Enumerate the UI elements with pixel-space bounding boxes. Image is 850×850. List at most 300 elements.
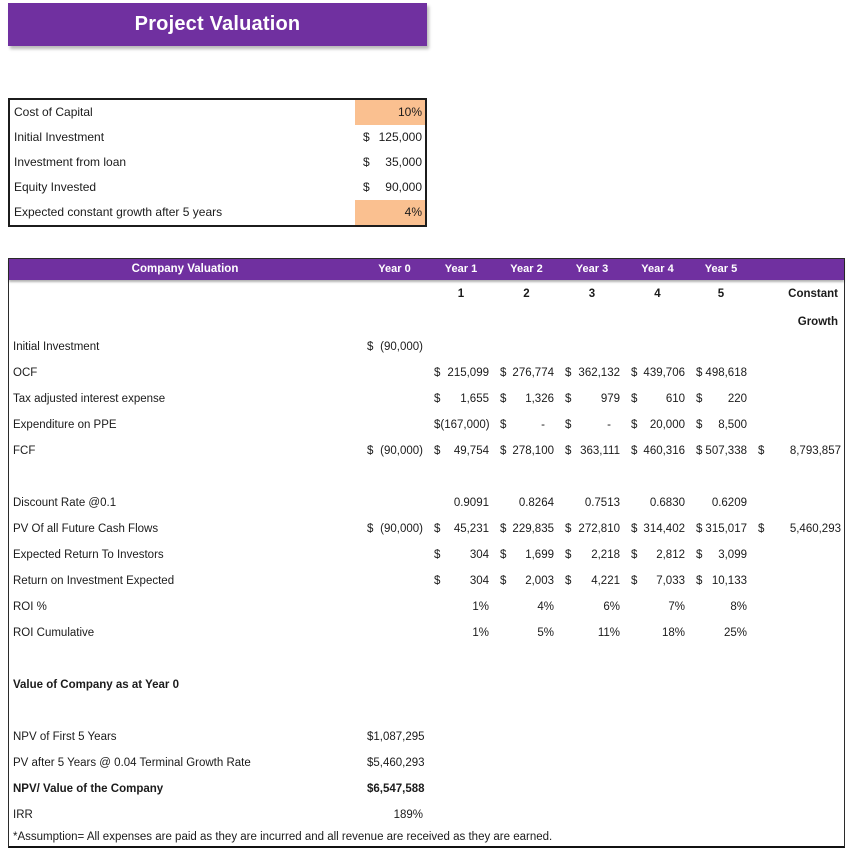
cell-year3 [559,412,625,438]
cell-constant-growth [752,412,844,438]
cell-year5 [690,802,752,828]
row-label: PV Of all Future Cash Flows [13,523,159,535]
cell-constant-growth [752,464,844,490]
table-row [9,438,844,464]
row-label: Tax adjusted interest expense [13,393,166,405]
cell-year2 [494,412,559,438]
cell-constant-growth [752,594,844,620]
cell-value: (90,000) [380,445,423,457]
currency-symbol: $ [434,445,441,457]
cell-year2 [494,568,559,594]
table-row [9,620,844,646]
assumption-label: Investment from loan [14,155,127,169]
cell-year3 [559,776,625,802]
cell-year5 [690,412,752,438]
currency-symbol: $ [631,549,638,561]
assumption-value: 10% [397,105,422,119]
cell-value: 0.7513 [584,497,620,509]
assumption-value: 90,000 [385,180,422,194]
cell-value: 2,218 [591,549,620,561]
cell-year2 [494,646,559,672]
assumption-label: Expected constant growth after 5 years [14,205,223,219]
cell-year1 [428,438,494,464]
cell-value: 5% [537,627,554,639]
cell-year4 [625,516,690,542]
page-title: Project Valuation [8,3,427,46]
row-label: NPV/ Value of the Company [13,783,164,795]
row-label: Initial Investment [13,341,100,353]
cell-year5 [690,724,752,750]
currency-symbol: $ [565,575,572,587]
cell-constant-growth [752,386,844,412]
table-row [9,750,844,776]
table-row [9,464,844,490]
assumption-row [10,175,425,200]
cell-year4 [625,308,690,334]
col-header-year4: Year 4 [641,263,674,275]
currency-symbol: $ [631,445,638,457]
assumption-value: 4% [404,205,422,219]
currency-symbol: $ [500,393,507,405]
currency-symbol: $ [565,549,572,561]
cell-value: 8,793,857 [789,445,841,457]
subheader-period-3: 3 [588,288,596,300]
currency-symbol: $ [696,393,703,405]
cell-year5 [690,620,752,646]
cell-value: 1,087,295 [373,731,425,743]
assumption-row [10,150,425,175]
cell-value: - [607,419,611,431]
row-label: NPV of First 5 Years [13,731,117,743]
assumption-row [10,100,425,125]
cell-year4 [625,646,690,672]
cell-year3 [559,698,625,724]
currency-symbol: $ [367,445,374,457]
cell-value: (90,000) [380,523,423,535]
cell-year2 [494,360,559,386]
cell-year5 [690,438,752,464]
cell-year4 [625,386,690,412]
cell-year2 [494,776,559,802]
cell-year2 [494,620,559,646]
currency-symbol: $ [758,523,765,535]
currency-symbol: $ [758,445,765,457]
valuation-table-subheader-row [9,280,844,328]
assumption-input-cell[interactable] [355,100,425,125]
cell-year5 [690,776,752,802]
currency-symbol: $ [696,367,703,379]
cell-year3 [559,724,625,750]
currency-symbol: $ [696,419,703,431]
cell-year5 [690,698,752,724]
cell-year2 [494,698,559,724]
cell-year4 [625,594,690,620]
cell-value: 0.8264 [518,497,554,509]
cell-constant-growth [752,438,844,464]
cell-constant-growth [752,672,844,698]
cell-value: 45,231 [453,523,489,535]
cell-constant-growth [752,724,844,750]
table-row [9,724,844,750]
cell-value: 2,003 [525,575,554,587]
assumption-value: 35,000 [385,155,422,169]
cell-year0 [361,360,428,386]
currency-symbol: $ [367,731,374,743]
cell-year1 [428,646,494,672]
cell-value: 8,500 [718,419,747,431]
cell-year4 [625,620,690,646]
cell-value: 0.6209 [711,497,747,509]
cell-year2 [494,490,559,516]
cell-value: 314,402 [643,523,685,535]
cell-value: 304 [469,549,489,561]
table-row [9,490,844,516]
col-header-year1: Year 1 [444,263,478,275]
cell-value: 610 [665,393,685,405]
assumption-value: 125,000 [378,130,422,144]
cell-value: 229,835 [512,523,554,535]
cell-year5 [690,334,752,360]
cell-value: 189% [393,809,423,821]
cell-year0 [361,724,428,750]
table-row [9,802,844,828]
subheader-spacer [9,280,361,308]
currency-symbol: $ [500,419,507,431]
cell-value: 0.6830 [649,497,685,509]
cell-year1 [428,672,494,698]
currency-symbol: $ [500,523,507,535]
cell-year1 [428,620,494,646]
table-row [9,516,844,542]
table-row [9,568,844,594]
cell-value: 7,033 [656,575,685,587]
table-row [9,360,844,386]
cell-value: 460,316 [643,445,685,457]
cell-year1 [428,334,494,360]
cell-year2 [494,724,559,750]
cell-year2 [494,386,559,412]
table-row [9,412,844,438]
cell-constant-growth [752,334,844,360]
cell-year1 [428,724,494,750]
row-label: Expenditure on PPE [13,419,117,431]
table-row [9,776,844,802]
cell-year0 [361,802,428,828]
cell-value: 439,706 [643,367,685,379]
cell-year3 [559,646,625,672]
cell-year0 [361,308,428,334]
table-row [9,334,844,360]
cell-constant-growth [752,360,844,386]
cell-year3 [559,490,625,516]
row-label: OCF [13,367,38,379]
currency-symbol: $ [434,549,441,561]
assumption-row [10,200,425,225]
cell-value: 49,754 [453,445,489,457]
row-label: ROI Cumulative [13,627,95,639]
cell-constant-growth [752,490,844,516]
cell-year0 [361,568,428,594]
cell-year5 [690,308,752,334]
table-row [9,672,844,698]
cell-year4 [625,776,690,802]
row-label: PV after 5 Years @ 0.04 Terminal Growth Rate [13,757,251,769]
table-row [9,646,844,672]
cell-year2 [494,802,559,828]
cell-value: 18% [661,627,685,639]
assumption-label: Initial Investment [14,130,105,144]
cell-year5 [690,568,752,594]
assumption-label: Equity Invested [14,180,97,194]
cell-year4 [625,438,690,464]
cell-constant-growth [752,646,844,672]
cell-year5 [690,672,752,698]
cell-year4 [625,412,690,438]
row-label: ROI % [13,601,47,613]
cell-year3 [559,516,625,542]
table-title: Company Valuation [131,263,239,275]
currency-symbol: $ [367,341,374,353]
col-header-constant-growth: Constant Growth [788,288,838,328]
cell-year1 [428,594,494,620]
cell-year3 [559,802,625,828]
cell-year0 [361,594,428,620]
cell-year1 [428,698,494,724]
cell-year1 [428,516,494,542]
cell-year1 [428,308,494,334]
cell-value: 2,812 [656,549,685,561]
cell-value: 979 [600,393,620,405]
cell-year5 [690,464,752,490]
cell-value: 272,810 [578,523,620,535]
table-row [9,594,844,620]
cell-year2 [494,334,559,360]
row-label: IRR [13,809,33,821]
cell-value: 1,699 [525,549,554,561]
cell-value: 7% [668,601,685,613]
cell-year4 [625,490,690,516]
cell-year1 [428,490,494,516]
table-row [9,308,844,334]
currency-symbol: $ [631,523,638,535]
cell-constant-growth [752,802,844,828]
row-label: Expected Return To Investors [13,549,164,561]
currency-symbol: $ [565,419,572,431]
cell-year5 [690,750,752,776]
cell-value: 5,460,293 [373,757,425,769]
cell-year5 [690,386,752,412]
cell-year0 [361,334,428,360]
cell-constant-growth [752,750,844,776]
cell-value: 1,326 [525,393,554,405]
company-valuation-table [8,258,845,848]
valuation-table-header-row [9,259,844,280]
cell-year0 [361,620,428,646]
cell-year3 [559,542,625,568]
cell-constant-growth [752,542,844,568]
cell-year2 [494,750,559,776]
row-label: Value of Company as at Year 0 [13,679,179,691]
cell-year0 [361,464,428,490]
subheader-period-2: 2 [523,288,530,300]
cell-constant-growth [752,568,844,594]
cell-year4 [625,672,690,698]
currency-symbol: $ [631,393,638,405]
currency-symbol: $ [363,130,370,144]
cell-year2 [494,516,559,542]
currency-symbol: $ [565,367,572,379]
cell-value: 304 [469,575,489,587]
cell-value: 5,460,293 [789,523,841,535]
subheader-period-1: 1 [457,288,465,300]
cell-year5 [690,594,752,620]
cell-year3 [559,360,625,386]
cell-year0 [361,490,428,516]
cell-constant-growth [752,516,844,542]
cell-year5 [690,646,752,672]
col-header-year5: Year 5 [704,263,738,275]
cell-value: - [541,419,545,431]
currency-symbol: $ [363,180,370,194]
cell-year3 [559,594,625,620]
col-header-year2: Year 2 [510,263,543,275]
cell-year4 [625,542,690,568]
cell-year4 [625,568,690,594]
cell-constant-growth [752,620,844,646]
cell-year3 [559,386,625,412]
cell-value: 0.9091 [453,497,489,509]
cell-value: 276,774 [512,367,554,379]
cell-year5 [690,490,752,516]
currency-symbol: $ [696,575,703,587]
subheader-period-4: 4 [654,288,661,300]
cell-year4 [625,802,690,828]
row-label [9,698,361,724]
cell-value: 507,338 [705,445,747,457]
cell-value: 4,221 [591,575,620,587]
cell-year4 [625,750,690,776]
currency-symbol: $ [367,757,374,769]
cell-value: 3,099 [718,549,747,561]
cell-year4 [625,724,690,750]
currency-symbol: $ [631,367,638,379]
cell-year3 [559,438,625,464]
cell-year0 [361,386,428,412]
currency-symbol: $ [500,549,507,561]
cell-year0 [361,438,428,464]
cell-year3 [559,308,625,334]
cell-year3 [559,750,625,776]
cell-year0 [361,542,428,568]
cell-year4 [625,360,690,386]
cell-year0 [361,698,428,724]
currency-symbol: $ [434,575,441,587]
assumption-input-cell[interactable] [355,200,425,225]
cell-year2 [494,542,559,568]
cell-year2 [494,308,559,334]
cell-year1 [428,360,494,386]
currency-symbol: $ [500,367,507,379]
valuation-table-body [9,308,844,828]
cell-value: 315,017 [705,523,747,535]
cell-value: 25% [723,627,747,639]
cell-year4 [625,698,690,724]
cell-value: 6% [603,601,620,613]
col-header-spacer [752,259,844,280]
cell-value: 6,547,588 [373,783,425,795]
currency-symbol: $ [434,393,441,405]
cell-value: 20,000 [649,419,685,431]
currency-symbol: $ [363,155,370,169]
cell-year2 [494,438,559,464]
cell-value: 1% [472,601,489,613]
col-header-year0: Year 0 [378,263,411,275]
cell-value: (167,000) [440,419,490,431]
currency-symbol: $ [500,575,507,587]
currency-symbol: $ [631,419,638,431]
currency-symbol: $ [565,523,572,535]
currency-symbol: $ [565,445,572,457]
assumption-footnote: *Assumption= All expenses are paid as they are incurred and all revenue are received as they are earned. [13,831,553,843]
assumption-label: Cost of Capital [14,105,93,119]
cell-value: 220 [727,393,747,405]
table-row [9,698,844,724]
cell-year0 [361,750,428,776]
currency-symbol: $ [367,783,374,795]
cell-year1 [428,412,494,438]
cell-year2 [494,464,559,490]
cell-year1 [428,386,494,412]
cell-year5 [690,516,752,542]
cell-year3 [559,334,625,360]
cell-year1 [428,542,494,568]
row-label: FCF [13,445,36,457]
cell-year1 [428,802,494,828]
cell-value: 498,618 [705,367,747,379]
assumption-value-cell [355,150,425,175]
assumption-value-cell [355,175,425,200]
cell-year1 [428,464,494,490]
cell-year4 [625,334,690,360]
cell-year0 [361,776,428,802]
row-label [9,646,361,672]
cell-value: 363,111 [580,445,620,457]
cell-year0 [361,646,428,672]
cell-year3 [559,672,625,698]
row-label [9,308,361,334]
cell-value: 278,100 [512,445,554,457]
cell-year1 [428,568,494,594]
table-row [9,386,844,412]
cell-constant-growth [752,698,844,724]
cell-year0 [361,672,428,698]
row-label: Return on Investment Expected [13,575,175,587]
row-label: Discount Rate @0.1 [13,497,117,509]
cell-year0 [361,516,428,542]
cell-value: 1,655 [460,393,489,405]
currency-symbol: $ [500,445,507,457]
subheader-period-5: 5 [717,288,725,300]
cell-year4 [625,464,690,490]
cell-year1 [428,750,494,776]
cell-value: (90,000) [380,341,423,353]
subheader-year0-empty [361,280,428,308]
cell-value: 11% [597,627,620,639]
assumption-row [10,125,425,150]
cell-year2 [494,594,559,620]
cell-value: 4% [537,601,554,613]
col-header-year3: Year 3 [575,263,609,275]
